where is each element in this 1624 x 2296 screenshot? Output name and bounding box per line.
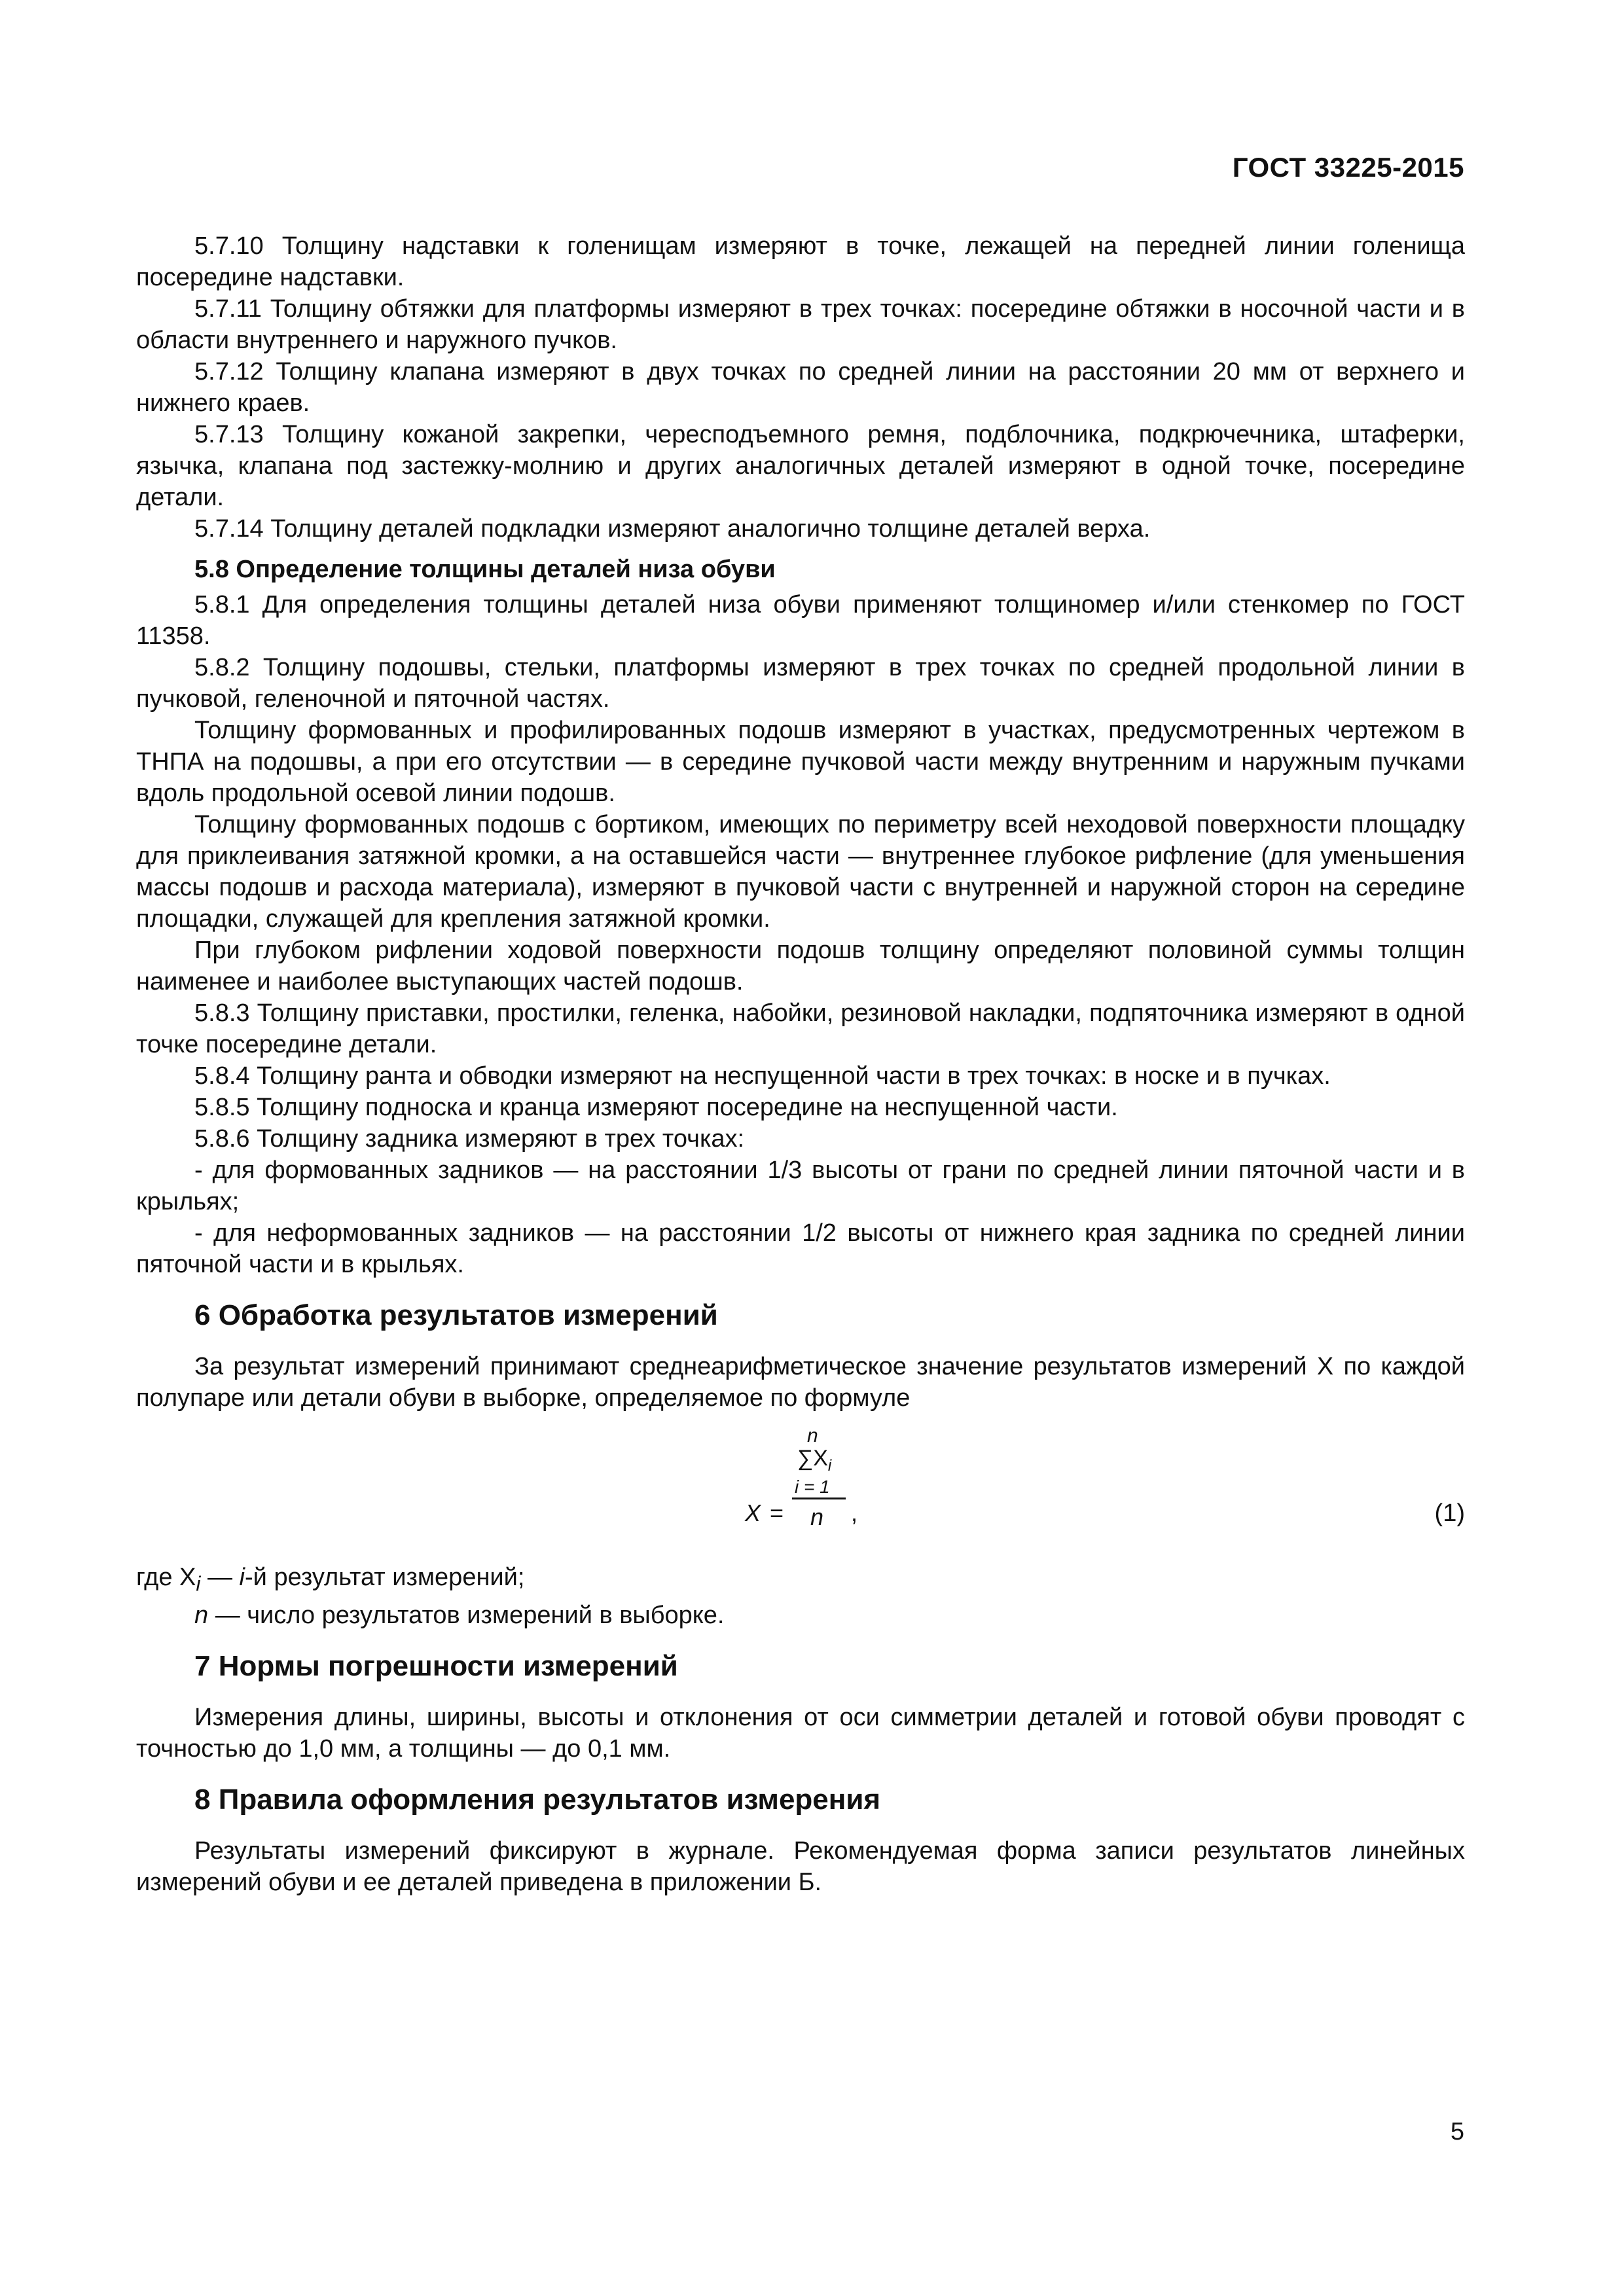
paragraph-5-8-2: 5.8.2 Толщину подошвы, стельки, платформы измеряют в трех точках по средней продольной линии в пучковой, геленочной и пяточной частях. <box>136 654 1465 713</box>
paragraph-5-7-11: 5.7.11 Толщину обтяжки для платформы измеряют в трех точках: посередине обтяжки в носочной части и в области внутреннего и наружного пучков. <box>136 295 1465 354</box>
paragraph-8-text: Результаты измерений фиксируют в журнале. Рекомендуемая форма записи результатов линейных измерений обуви и ее деталей приведена в приложении Б. <box>136 1837 1465 1896</box>
page-number: 5 <box>1450 2118 1464 2145</box>
paragraph-5-8-4: 5.8.4 Толщину ранта и обводки измеряют на неспущенной части в трех точках: в носке и в пучках. <box>194 1062 1331 1090</box>
list-item-unformed-counters: - для неформованных задников — на расстоянии 1/2 высоты от нижнего края задника по средней линии пяточной части и в крыльях. <box>136 1219 1465 1278</box>
list-item-formed-counters: - для формованных задников — на расстоянии 1/3 высоты от грани по средней линии пяточной части и в крыльях; <box>136 1157 1465 1215</box>
formula-fraction-bar <box>792 1498 846 1499</box>
formula-denominator: n <box>810 1503 824 1530</box>
paragraph-5-8-1: 5.8.1 Для определения толщины деталей низа обуви применяют толщиномер и/или стенкомер по ГОСТ 11358. <box>136 591 1465 650</box>
formula-lhs: X <box>745 1499 761 1526</box>
section-8-title: 8 Правила оформления результатов измерения <box>194 1783 881 1816</box>
paragraph-6-intro: За результат измерений принимают среднеарифметическое значение результатов измерений X по каждой полупаре или детали обуви в выборке, определяемое по формуле <box>136 1353 1465 1412</box>
paragraph-5-7-13: 5.7.13 Толщину кожаной закрепки, чересподъемного ремня, подблочника, подкрючечника, штаферки, язычка, клапана под застежку-молнию и других аналогичных деталей измеряют в одной точке, посередине детали. <box>136 421 1465 511</box>
where-xi-symbol: где X <box>136 1564 196 1591</box>
section-5-8-title: 5.8 Определение толщины деталей низа обуви <box>194 556 776 583</box>
paragraph-5-7-10: 5.7.10 Толщину надставки к голенищам измеряют в точке, лежащей на передней линии голенища посередине надставки. <box>136 232 1465 291</box>
paragraph-soles-with-rim: Толщину формованных подошв с бортиком, имеющих по периметру всей неходовой поверхности площадку для приклеивания затяжной кромки, а на оставшейся части — внутреннее глубокое рифление (для уменьшения массы подошв и расхода материала), измеряют в пучковой части с внутренней и наружной сторон на середине площадки, служащей для крепления затяжной кромки. <box>136 811 1465 933</box>
equation-number: (1) <box>1434 1499 1465 1527</box>
formula-sum-subscript: i <box>827 1456 832 1475</box>
section-7-title: 7 Нормы погрешности измерений <box>194 1649 678 1682</box>
formula-sum-symbol: ∑X <box>797 1446 828 1471</box>
formula-sum-lower: i = 1 <box>795 1477 830 1497</box>
paragraph-5-8-5: 5.8.5 Толщину подноска и кранца измеряют посередине на неспущенной части. <box>194 1094 1118 1121</box>
formula-sum-upper: n <box>807 1425 818 1446</box>
where-xi-subscript: i <box>196 1571 201 1596</box>
paragraph-7-text: Измерения длины, ширины, высоты и отклонения от оси симметрии деталей и готовой обуви проводят с точностью до 1,0 мм, а толщины — до 0,1 мм. <box>136 1703 1465 1763</box>
where-xi-index: i <box>239 1564 245 1591</box>
paragraph-5-7-12: 5.7.12 Толщину клапана измеряют в двух точках по средней линии на расстоянии 20 мм от верхнего и нижнего краев. <box>136 358 1465 417</box>
where-n-description: — число результатов измерений в выборке. <box>208 1601 725 1629</box>
paragraph-deep-grooves: При глубоком рифлении ходовой поверхности подошв толщину определяют половиной суммы толщин наименее и наиболее выступающих частей подошв. <box>136 937 1465 996</box>
where-line-xi <box>136 1562 1465 1600</box>
where-xi-description: -й результат измерений; <box>245 1564 525 1591</box>
paragraph-5-8-6: 5.8.6 Толщину задника измеряют в трех точках: <box>194 1125 745 1153</box>
page-content <box>136 230 1465 1898</box>
where-line-n <box>194 1600 1465 1631</box>
where-xi-dash: — <box>200 1564 240 1591</box>
formula-mean <box>745 1420 967 1558</box>
paragraph-5-8-3: 5.8.3 Толщину приставки, простилки, геленка, набойки, резиновой накладки, подпяточника измеряют в одной точке посередине детали. <box>136 999 1465 1058</box>
formula-equals: = <box>770 1499 784 1526</box>
formula-comma: , <box>851 1499 858 1526</box>
where-n-symbol: n <box>194 1601 209 1629</box>
document-code: ГОСТ 33225-2015 <box>1232 152 1464 183</box>
formula-row <box>136 1420 1465 1558</box>
section-6-title: 6 Обработка результатов измерений <box>194 1299 718 1331</box>
paragraph-profiled-soles: Толщину формованных и профилированных подошв измеряют в участках, предусмотренных чертежом в ТНПА на подошвы, а при его отсутствии — в середине пучковой части между внутренним и наружным пучками вдоль продольной осевой линии подошв. <box>136 717 1465 807</box>
paragraph-5-7-14: 5.7.14 Толщину деталей подкладки измеряют аналогично толщине деталей верха. <box>194 515 1151 543</box>
